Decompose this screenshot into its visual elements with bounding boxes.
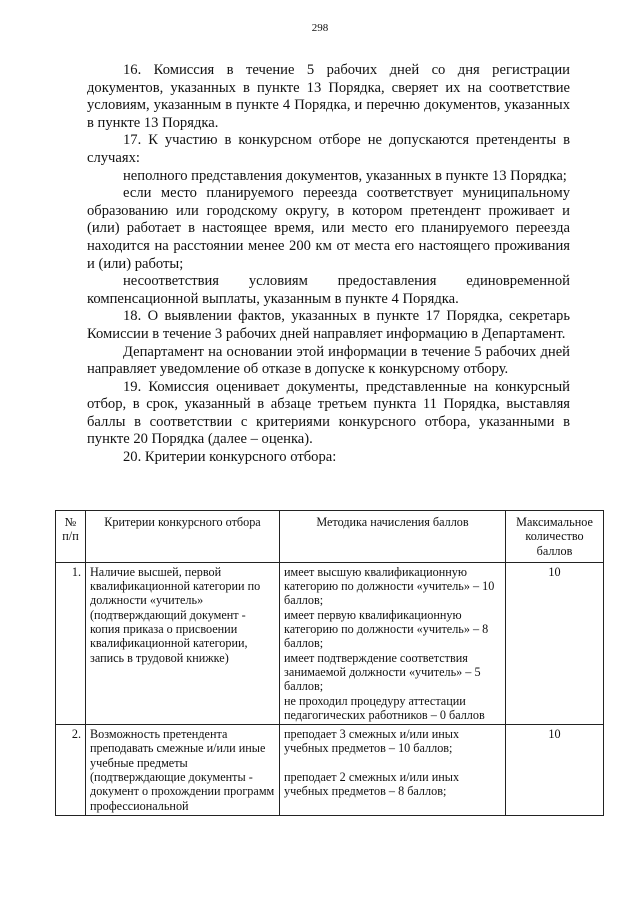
paragraph-18-department: Департамент на основании этой информации в течение 5 рабочих дней направляет уведомление об отказе в допуске к конкурсному отбору. — [87, 343, 570, 378]
paragraph-19: 19. Комиссия оценивает документы, представленные на конкурсный отбор, в срок, указанный в абзаце третьем пункта 11 Порядка, выставляя баллы в соответствии с критериями конкурсного отбора, указанными в пункте 20 Порядка (далее – оценка). — [87, 378, 570, 448]
row-method — [280, 562, 506, 724]
method-line: преподает 2 смежных и/или иных учебных предметов – 8 баллов; — [284, 769, 460, 799]
criteria-table — [55, 510, 604, 816]
paragraph-17-case-1: неполного представления документов, указанных в пункте 13 Порядка; — [123, 167, 567, 184]
method-line: не проходил процедуру аттестации педагогических работников – 0 баллов — [284, 693, 485, 722]
paragraph-20: 20. Критерии конкурсного отбора: — [123, 449, 337, 466]
paragraph-17: 17. К участию в конкурсном отборе не допускаются претенденты в случаях: — [87, 132, 570, 166]
method-spacer — [284, 756, 501, 770]
paragraph-16: 16. Комиссия в течение 5 рабочих дней со дня регистрации документов, указанных в пункте 13 Порядка, сверяет их на соответствие условиям, указанным в пункте 4 Порядка, и перечню документов, указанных в пункте 13 Порядка. — [87, 62, 570, 131]
page-number: 298 — [311, 22, 329, 34]
method-line: имеет высшую квалификационную категорию по должности «учитель» – 10 баллов; — [284, 564, 495, 608]
header-criterion: Критерии конкурсного отбора — [86, 511, 280, 563]
paragraph-17-case-2: если место планируемого переезда соответствует муниципальному образованию или городскому округу, в котором претендент проживает и (или) работает в настоящее время, или место его планируемого переезда находится на расстоянии менее 200 км от места его настоящего проживания и (или) работы; — [87, 185, 570, 272]
row-criterion: Наличие высшей, первой квалификационной категории по должности «учитель» (подтверждающий документ - копия приказа о присвоении квалификационной категории, запись в трудовой книжке) — [86, 562, 280, 724]
header-number: № п/п — [56, 511, 86, 563]
row-number: 2. — [56, 725, 86, 816]
row-criterion: Возможность претендента преподавать смежные и/или иные учебные предметы (подтверждающие документы - документ о прохождении программ профессиональной — [86, 725, 280, 816]
row-max-score: 10 — [506, 725, 604, 816]
table-row — [56, 725, 604, 816]
row-number: 1. — [56, 562, 86, 724]
row-method — [280, 725, 506, 816]
header-max-score: Максимальное количество баллов — [506, 511, 604, 563]
method-line: имеет первую квалификационную категорию по должности «учитель» – 8 баллов; — [284, 607, 489, 651]
method-line: имеет подтверждение соответствия занимаемой должности «учитель» – 5 баллов; — [284, 650, 481, 694]
row-max-score: 10 — [506, 562, 604, 724]
table-header-row — [56, 511, 604, 563]
paragraph-18: 18. О выявлении фактов, указанных в пункте 17 Порядка, секретарь Комиссии в течение 3 рабочих дней направляет информацию в Департамент. — [87, 308, 570, 342]
paragraph-17-case-3: несоответствия условиям предоставления единовременной компенсационной выплаты, указанным в пункте 4 Порядка. — [87, 273, 570, 307]
header-method: Методика начисления баллов — [280, 511, 506, 563]
method-line: преподает 3 смежных и/или иных учебных предметов – 10 баллов; — [284, 727, 460, 756]
document-body — [87, 62, 570, 467]
table-row — [56, 562, 604, 724]
